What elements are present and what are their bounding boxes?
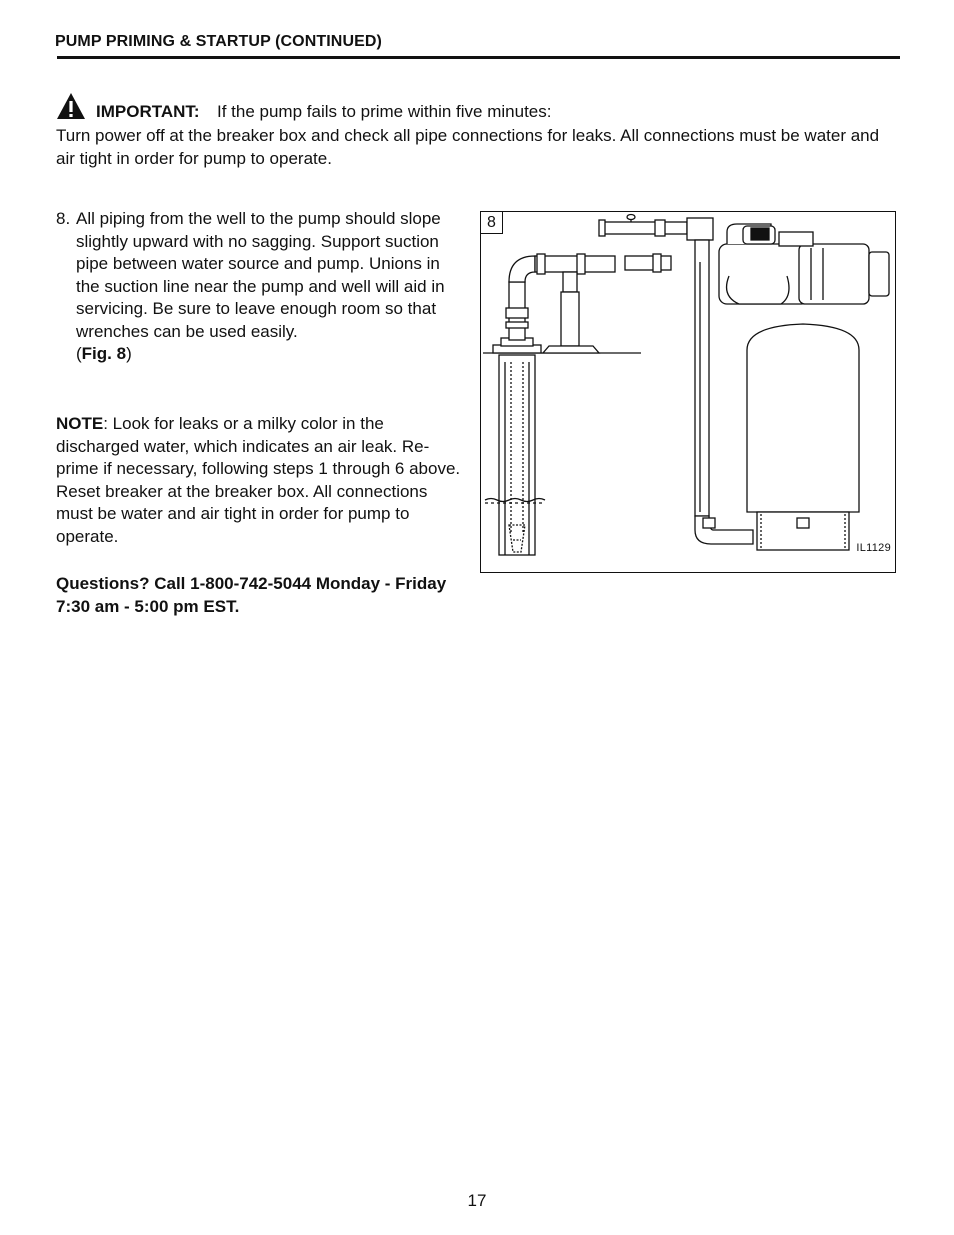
fig-close-paren: ): [126, 344, 132, 363]
important-body: Turn power off at the breaker box and check all pipe connections for leaks. All connections must be water and air tight in order for pump to operate.: [56, 126, 880, 168]
pump-installation-illustration: [481, 212, 896, 573]
step-8: [56, 208, 466, 366]
step-number: 8.: [56, 209, 71, 228]
figure-8: [480, 211, 896, 573]
important-notice: [56, 92, 896, 122]
figure-code: IL1129: [856, 542, 891, 554]
header-rule: [57, 56, 900, 59]
page-number: 17: [467, 1191, 487, 1210]
important-label: IMPORTANT:: [96, 102, 200, 121]
note-label: NOTE: [56, 414, 104, 433]
note-paragraph: [56, 413, 466, 548]
warning-icon: [56, 92, 86, 120]
step-text: All piping from the well to the pump should slope slightly upward with no sagging. Support suction pipe between water source and pump. Unions in the suction line near the pump and well will aid in servicing. Be sure to leave enough room so that wrenches can be used easily.: [76, 209, 445, 341]
important-lead: If the pump fails to prime within five minutes:: [217, 102, 552, 121]
figure-number: 8: [481, 212, 503, 234]
fig-ref-label: Fig. 8: [81, 344, 127, 363]
fig-open-paren: (: [76, 344, 82, 363]
note-text: : Look for leaks or a milky color in the discharged water, which indicates an air leak. Re-prime if necessary, following steps 1 through 6 above. Reset breaker at the breaker box. All connections must be water and air tight in order for pump to operate.: [56, 414, 461, 546]
section-title: PUMP PRIMING & STARTUP (CONTINUED): [55, 33, 382, 50]
figure-reference: [76, 343, 466, 366]
questions-contact: Questions? Call 1-800-742-5044 Monday - Friday 7:30 am - 5:00 pm EST.: [56, 574, 447, 616]
